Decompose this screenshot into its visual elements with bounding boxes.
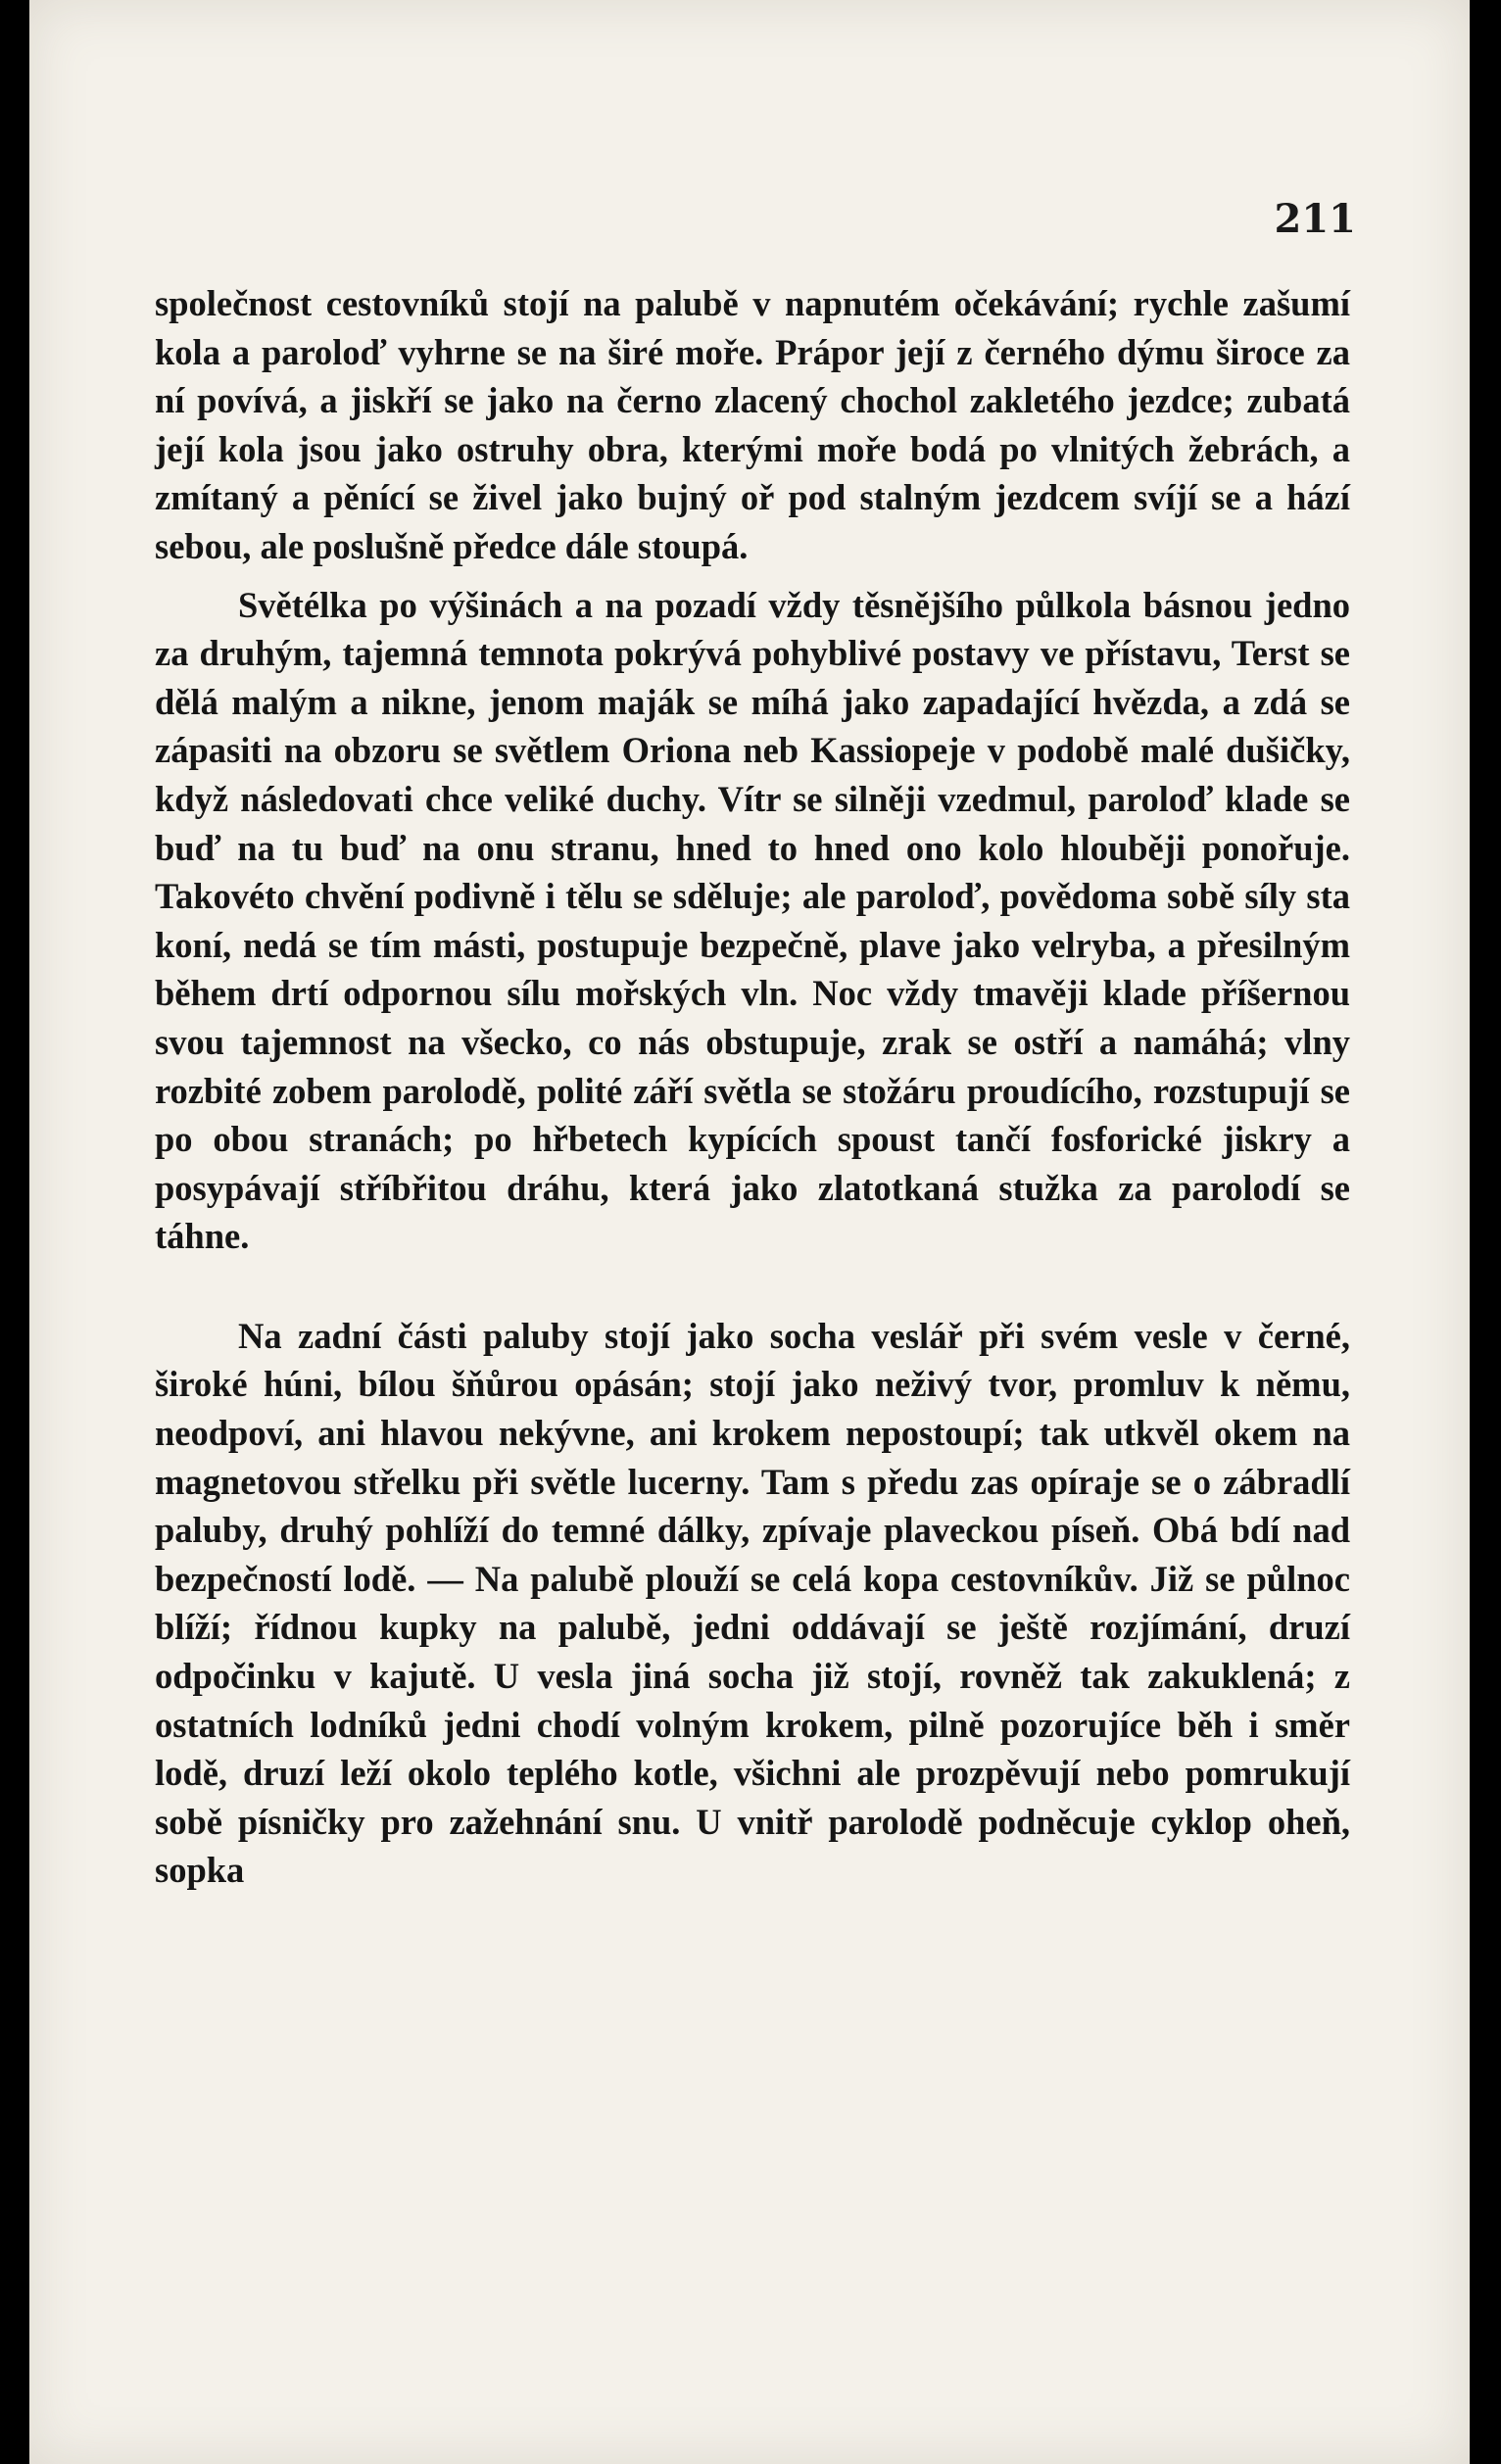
paragraph-3: Na zadní části paluby stojí jako socha veslář při svém vesle v černé, široké húni, bílou šňůrou opásán; stojí jako neživý tvor, promluv k němu, neodpoví, ani hlavou nekývne, ani krokem nepostoupí; tak utkvěl okem na magnetovou střelku při světle lucerny. Tam s předu zas opíraje se o zábradlí paluby, druhý pohlíží do temné dálky, zpívaje plaveckou píseň. Obá bdí nad bezpečností lodě. — Na palubě plouží se celá kopa cestovníkův. Již se půlnoc blíží; řídnou kupky na palubě, jedni oddávají se ještě rozjímání, druzí odpočinku v kajutě. U vesla jiná socha již stojí, rovněž tak zakuklená; z ostatních lodníků jedni chodí volným krokem, pilně pozorujíce běh i směr lodě, druzí leží okolo teplého kotle, všichni ale prozpěvují nebo pomrukují sobě písničky pro zažehnání snu. U vnitř parolodě podněcuje cyklop oheň, sopka — [155, 1315, 1350, 1891]
paragraph-2: Světélka po výšinách a na pozadí vždy těsnějšího půlkola básnou jedno za druhým, tajemná temnota pokrývá pohyblivé postavy ve přístavu, Terst se dělá malým a nikne, jenom maják se míhá jako zapadající hvězda, a zdá se zápasiti na obzoru se světlem Oriona neb Kassiopeje v podobě malé dušičky, když následovati chce veliké duchy. Vítr se silněji vzedmul, paroloď klade se buď na tu buď na onu stranu, hned to hned ono kolo hlouběji ponořuje. Takovéto chvění podivně i tělu se sděluje; ale paroloď, povědoma sobě síly sta koní, nedá se tím másti, postupuje bezpečně, plave jako velryba, a přesilným během drtí odpornou sílu mořských vln. Noc vždy tmavěji klade příšernou svou tajemnost na všecko, co nás obstupuje, zrak se ostří a namáhá; vlny rozbité zobem parolodě, polité září světla se stožáru proudícího, rozstupují se po obou stranách; po hřbetech kypících spoust tančí fosforické jiskry a posypávají stříbřitou dráhu, která jako zlatotkaná stužka za parolodí se táhne. — [155, 584, 1350, 1257]
book-page — [29, 0, 1470, 2464]
page-number: 211 — [1274, 196, 1356, 242]
body-text — [155, 279, 1350, 1895]
paragraph-1: společnost cestovníků stojí na palubě v napnutém očekávání; rychle zašumí kola a paroloď vyhrne se na širé moře. Prápor její z černého dýmu široce za ní povívá, a jiskří se jako na černo zlacený chochol zakletého jezdce; zubatá její kola jsou jako ostruhy obra, kterými moře bodá po vlnitých žebrách, a zmítaný a pěnící se živel jako bujný oř pod stalným jezdcem svíjí se a hází sebou, ale poslušně předce dále stoupá. — [155, 283, 1350, 566]
